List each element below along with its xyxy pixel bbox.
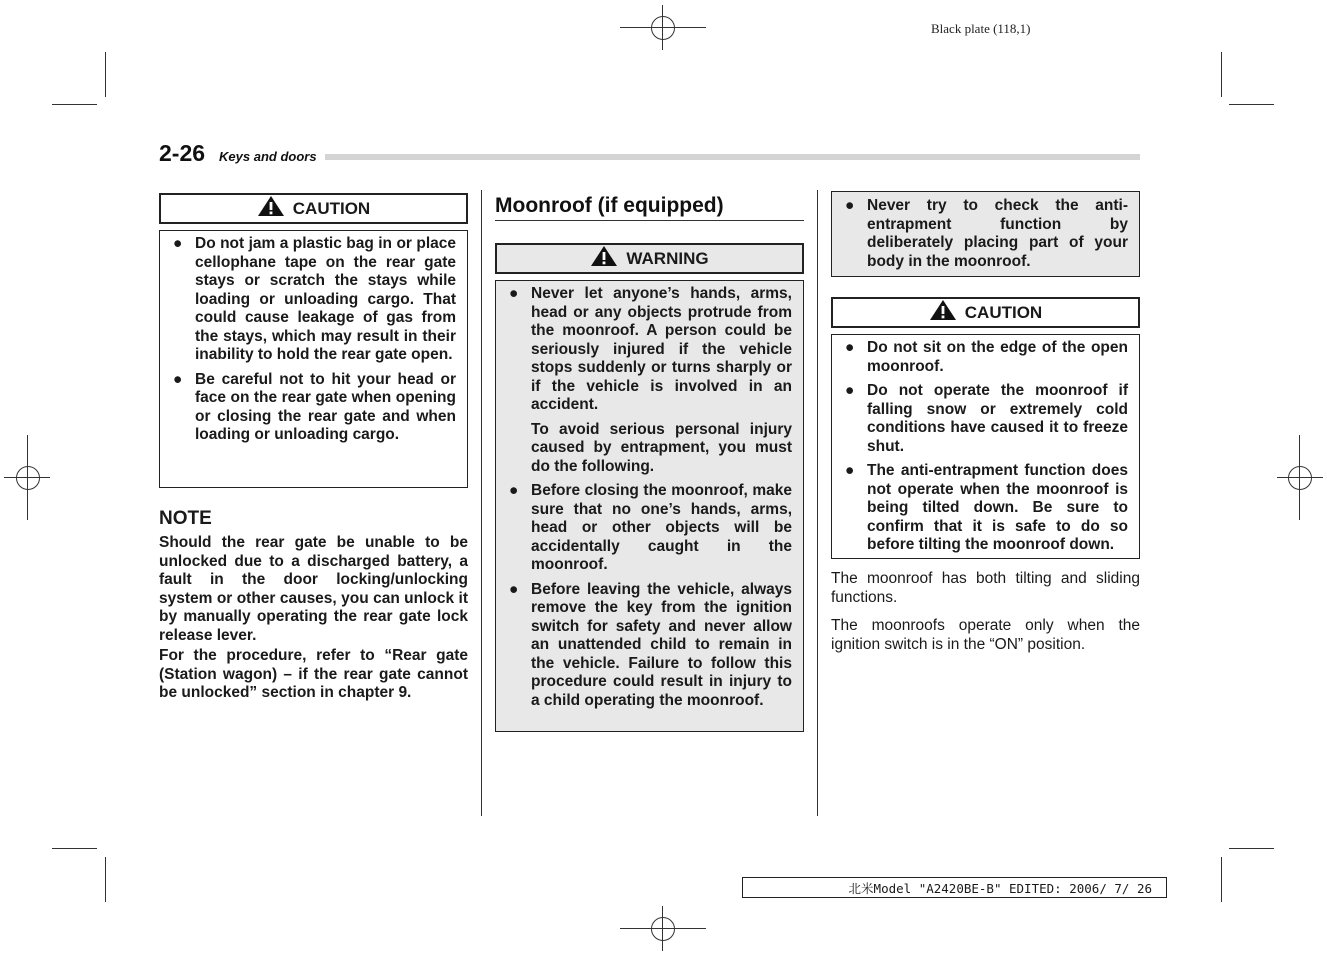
edit-stamp [742,877,1167,898]
crop-line [52,848,97,849]
column-divider [481,190,482,816]
crop-line [105,52,106,97]
caution-item-text: Be careful not to hit your head or face on the rear gate when opening or closing the rear gate and when loading or unloading cargo. [195,370,456,443]
warning-triangle-icon [590,245,618,272]
body-paragraph: The moonroof has both tilting and sliding functions. [831,570,1140,606]
bullet-icon: ● [845,339,855,356]
warning-item-text: Before leaving the vehicle, always remove the key from the ignition switch for safety and never allow an unattended child to remain in the vehicle. Failure to follow this procedure could result in injury to a child operating the moonroof. [531,580,792,709]
bullet-icon: ● [509,285,519,302]
bullet-icon: ● [509,482,519,499]
crop-line [1221,857,1222,902]
caution-label [159,193,468,224]
bullet-icon: ● [845,197,855,214]
edit-stamp-text: 北米Model "A2420BE-B" EDITED: 2006/ 7/ 26 [848,880,1152,896]
warning-triangle-icon [257,195,285,222]
page-title: Moonroof (if equipped) [495,194,724,217]
crop-line [1229,848,1274,849]
caution-box [159,230,468,488]
caution-item-text: Do not operate the moonroof if falling snow or extremely cold conditions have caused it to freeze shut. [867,382,1128,455]
warning-label-text: WARNING [626,248,709,268]
bullet-icon: ● [845,382,855,399]
crop-line [1229,104,1274,105]
bullet-icon: ● [173,235,183,252]
warning-label [495,243,804,274]
list-item [843,382,1128,456]
crop-line [105,857,106,902]
page-number: 2-26 [159,140,206,166]
list-item [843,462,1128,555]
registration-circle [1288,466,1312,490]
warning-sub-text: To avoid serious personal injury caused by entrapment, you must do the following. [531,420,792,475]
note-paragraph: Should the rear gate be unable to be unlocked due to a discharged battery, a fault in the door locking/unlocking system or other causes, you can unlock it by manually operating the rear gate lock release lever. [159,534,468,644]
title-rule [495,220,804,221]
caution-item-text: Do not sit on the edge of the open moonroof. [867,339,1128,375]
caution-item-text: The anti-entrapment function does not operate when the moonroof is being tilted down. Be sure to confirm that it is safe to do so before tilting the moonroof down. [867,462,1128,553]
list-item [843,339,1128,376]
crop-line [52,104,97,105]
list-item [507,285,792,415]
warning-item-text: Before closing the moonroof, make sure that no one’s hands, arms, head or other objects will be accidentally caught in the moonroof. [531,482,792,573]
note-title: NOTE [159,508,212,529]
header-title [159,140,325,167]
caution-label-text: CAUTION [964,302,1043,322]
registration-circle [651,16,675,40]
warning-item-text: Never try to check the anti-entrapment function by deliberately placing part of your body in the moonroof. [867,197,1128,270]
plate-label: Black plate (118,1) [931,21,1031,36]
warning-triangle-icon [929,299,957,326]
bullet-icon: ● [509,580,519,598]
registration-circle [651,917,675,941]
warning-continued-box [831,191,1140,277]
caution-item-text: Do not jam a plastic bag in or place cellophane tape on the rear gate stays or scratch the stays while loading or unloading cargo. That could cause leakage of gas from the stays, which may result in their inability to hold the rear gate open. [195,235,456,363]
registration-circle [16,466,40,490]
crop-line [1221,52,1222,97]
bullet-icon: ● [173,370,183,388]
body-paragraph: The moonroofs operate only when the ignition switch is in the “ON” position. [831,617,1140,653]
caution-box [831,334,1140,559]
list-item [171,235,456,365]
section-title: Keys and doors [219,149,317,164]
caution-label [831,297,1140,328]
warning-box [495,280,804,732]
list-item [171,371,456,445]
list-item [507,581,792,711]
bullet-icon: ● [845,462,855,479]
caution-label-text: CAUTION [292,198,371,218]
list-item [507,482,792,575]
column-divider [817,190,818,816]
list-item [843,197,1128,271]
warning-item-text: Never let anyone’s hands, arms, head or any objects protrude from the moonroof. A person could be seriously injured if the vehicle stops suddenly or turns sharply or if the vehicle is involved in an accident. [531,285,792,413]
note-paragraph: For the procedure, refer to “Rear gate (Station wagon) – if the rear gate cannot be unlocked” section in chapter 9. [159,647,468,701]
